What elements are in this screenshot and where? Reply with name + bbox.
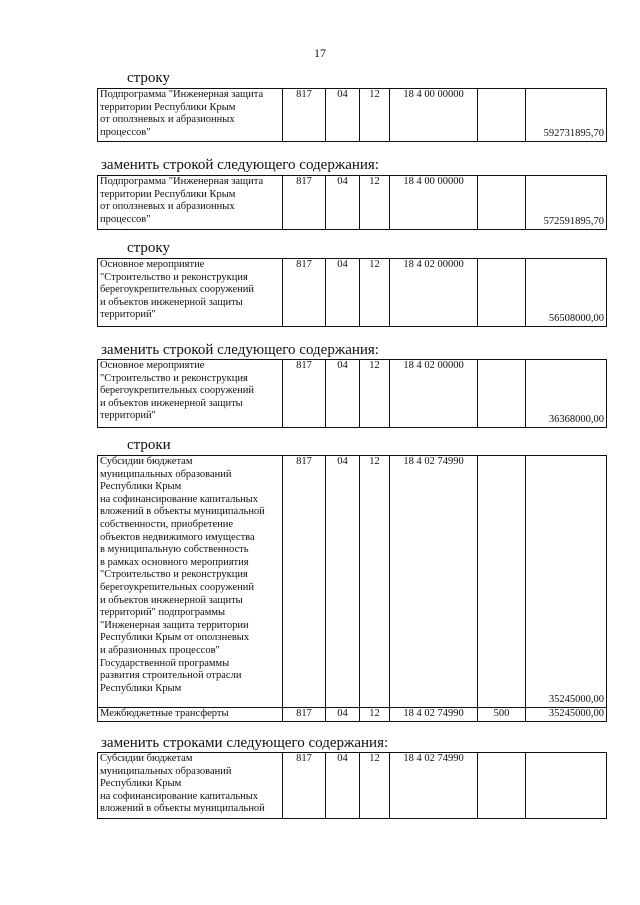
cell-amount	[526, 753, 607, 819]
row-name: Подпрограмма "Инженерная защита территории Республики Крым от оползневых и абразионных процессов"	[98, 89, 283, 142]
cell-target-article: 18 4 02 74990	[390, 708, 478, 722]
cell-target-article: 18 4 02 00000	[390, 259, 478, 327]
budget-table	[97, 359, 607, 428]
cell-section: 04	[326, 89, 360, 142]
table-row	[98, 176, 607, 230]
cell-expense-type	[478, 456, 526, 708]
row-name: Субсидии бюджетам муниципальных образований Республики Крым на софинансирование капитальных вложений в объекты муниципальной собственности, приобретение объектов недвижимого имущества в муниципальную собственность в рамках основного мероприятия "Строительство и реконструкция берегоукрепительных сооружений и объектов инженерной защиты территорий" подпрограммы "Инженерная защита территории Республики Крым от оползневых и абразионных процессов" Государственной программы развития строительной отрасли Республики Крым	[98, 456, 283, 708]
cell-ministry-code: 817	[283, 89, 326, 142]
cell-section: 04	[326, 176, 360, 230]
block-label: строку	[127, 240, 170, 256]
cell-section: 04	[326, 456, 360, 708]
block-label: строки	[127, 437, 171, 453]
cell-amount: 35245000,00	[526, 456, 607, 708]
cell-amount: 56508000,00	[526, 259, 607, 327]
row-name: Межбюджетные трансферты	[98, 708, 283, 722]
cell-ministry-code: 817	[283, 753, 326, 819]
cell-expense-type	[478, 360, 526, 428]
cell-expense-type	[478, 89, 526, 142]
row-name: Основное мероприятие "Строительство и реконструкция берегоукрепительных сооружений и объектов инженерной защиты территорий"	[98, 360, 283, 428]
budget-table	[97, 88, 607, 142]
cell-ministry-code: 817	[283, 708, 326, 722]
table-row	[98, 456, 607, 708]
cell-ministry-code: 817	[283, 456, 326, 708]
table-row	[98, 259, 607, 327]
block-label: заменить строкой следующего содержания:	[101, 342, 379, 358]
cell-amount: 36368000,00	[526, 360, 607, 428]
cell-subsection: 12	[360, 89, 390, 142]
cell-target-article: 18 4 00 00000	[390, 176, 478, 230]
cell-subsection: 12	[360, 708, 390, 722]
table-row	[98, 360, 607, 428]
cell-target-article: 18 4 02 00000	[390, 360, 478, 428]
block-label: строку	[127, 70, 170, 86]
row-name: Субсидии бюджетам муниципальных образований Республики Крым на софинансирование капитальных вложений в объекты муниципальной	[98, 753, 283, 819]
cell-subsection: 12	[360, 176, 390, 230]
cell-ministry-code: 817	[283, 360, 326, 428]
cell-amount: 572591895,70	[526, 176, 607, 230]
table-row	[98, 89, 607, 142]
cell-expense-type	[478, 176, 526, 230]
cell-section: 04	[326, 360, 360, 428]
cell-subsection: 12	[360, 753, 390, 819]
row-name: Подпрограмма "Инженерная защита территории Республики Крым от оползневых и абразионных процессов"	[98, 176, 283, 230]
cell-subsection: 12	[360, 259, 390, 327]
cell-expense-type	[478, 753, 526, 819]
cell-ministry-code: 817	[283, 176, 326, 230]
cell-ministry-code: 817	[283, 259, 326, 327]
budget-table	[97, 175, 607, 230]
row-name: Основное мероприятие "Строительство и реконструкция берегоукрепительных сооружений и объектов инженерной защиты территорий"	[98, 259, 283, 327]
cell-amount: 592731895,70	[526, 89, 607, 142]
cell-section: 04	[326, 708, 360, 722]
table-row	[98, 753, 607, 819]
cell-amount: 35245000,00	[526, 708, 607, 722]
budget-table	[97, 455, 607, 722]
cell-section: 04	[326, 753, 360, 819]
cell-subsection: 12	[360, 456, 390, 708]
budget-table	[97, 752, 607, 819]
cell-section: 04	[326, 259, 360, 327]
page-number: 17	[314, 46, 326, 60]
cell-subsection: 12	[360, 360, 390, 428]
block-label: заменить строками следующего содержания:	[101, 735, 389, 751]
cell-target-article: 18 4 00 00000	[390, 89, 478, 142]
block-label: заменить строкой следующего содержания:	[101, 157, 379, 173]
cell-target-article: 18 4 02 74990	[390, 753, 478, 819]
cell-expense-type: 500	[478, 708, 526, 722]
budget-table	[97, 258, 607, 327]
cell-expense-type	[478, 259, 526, 327]
table-row	[98, 708, 607, 722]
cell-target-article: 18 4 02 74990	[390, 456, 478, 708]
